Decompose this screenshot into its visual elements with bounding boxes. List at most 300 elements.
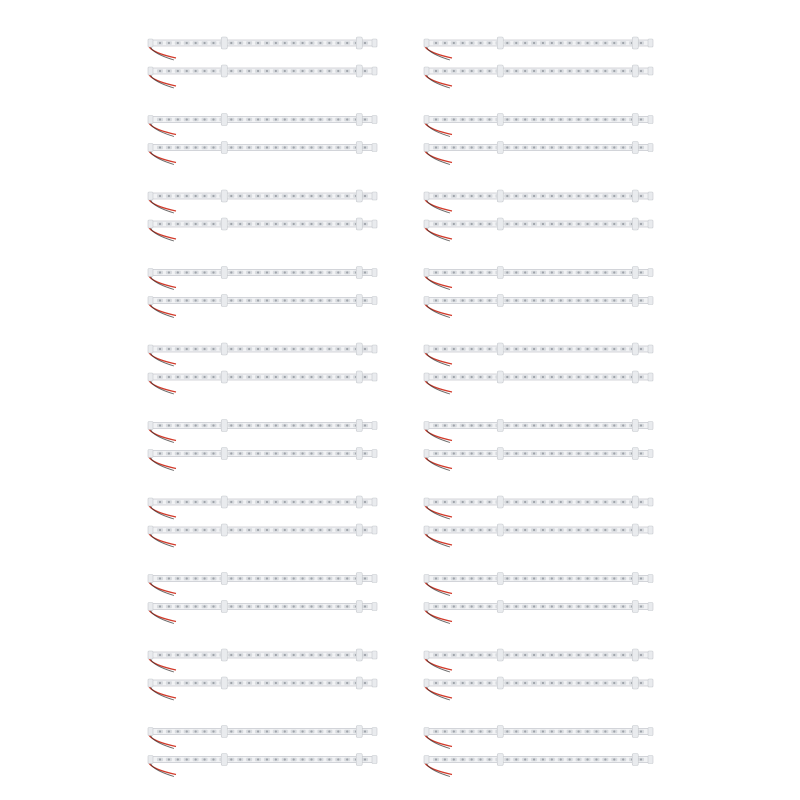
led-dot — [364, 577, 366, 579]
led-dot — [337, 758, 339, 760]
led-dot — [488, 271, 490, 273]
led-dot — [293, 452, 295, 454]
led-dot — [328, 682, 330, 684]
led-dot — [346, 758, 348, 760]
led-dot — [195, 299, 197, 301]
led-dot — [159, 195, 161, 197]
mounting-clip — [221, 343, 227, 355]
led-dot — [212, 271, 214, 273]
led-dot — [293, 376, 295, 378]
led-dot — [479, 424, 481, 426]
led-dot — [346, 529, 348, 531]
led-dot — [453, 146, 455, 148]
led-dot — [195, 376, 197, 378]
led-dot — [515, 682, 517, 684]
led-dot — [168, 424, 170, 426]
led-dot — [310, 348, 312, 350]
led-dot — [613, 452, 615, 454]
led-dot — [284, 501, 286, 503]
end-cap-left — [148, 679, 153, 687]
led-dot — [212, 501, 214, 503]
end-cap-left — [148, 450, 153, 458]
mounting-clip — [356, 343, 362, 355]
end-cap-right — [372, 498, 377, 506]
led-dot — [613, 605, 615, 607]
led-dot — [310, 70, 312, 72]
led-dot — [560, 118, 562, 120]
led-dot — [186, 348, 188, 350]
led-dot — [319, 424, 321, 426]
led-dot — [479, 42, 481, 44]
led-dot — [586, 682, 588, 684]
mounting-clip — [632, 754, 638, 766]
led-dot — [435, 376, 437, 378]
led-dot — [640, 348, 642, 350]
mounting-clip — [497, 448, 503, 460]
led-dot — [622, 195, 624, 197]
led-dot — [302, 452, 304, 454]
led-dot — [640, 146, 642, 148]
led-dot — [266, 501, 268, 503]
led-dot — [533, 577, 535, 579]
led-dot — [337, 271, 339, 273]
led-dot — [186, 42, 188, 44]
led-dot — [328, 195, 330, 197]
led-dot — [257, 758, 259, 760]
led-dot — [479, 195, 481, 197]
led-dot — [551, 195, 553, 197]
led-dot — [444, 682, 446, 684]
led-dot — [578, 118, 580, 120]
led-dot — [515, 42, 517, 44]
led-dot — [524, 348, 526, 350]
led-dot — [613, 223, 615, 225]
led-dot — [293, 70, 295, 72]
led-dot — [524, 654, 526, 656]
led-dot — [542, 758, 544, 760]
end-cap-right — [372, 651, 377, 659]
led-dot — [186, 376, 188, 378]
led-dot — [488, 118, 490, 120]
led-dot — [479, 452, 481, 454]
led-dot — [586, 730, 588, 732]
led-dot — [257, 529, 259, 531]
end-cap-left — [148, 67, 153, 75]
led-dot — [248, 195, 250, 197]
led-dot — [578, 605, 580, 607]
led-dot — [462, 195, 464, 197]
led-dot — [337, 118, 339, 120]
led-dot — [310, 654, 312, 656]
led-dot — [613, 70, 615, 72]
led-dot — [524, 424, 526, 426]
led-dot — [435, 424, 437, 426]
led-dot — [293, 758, 295, 760]
led-dot — [346, 730, 348, 732]
led-dot — [542, 577, 544, 579]
led-dot — [337, 146, 339, 148]
led-dot — [471, 118, 473, 120]
led-dot — [569, 577, 571, 579]
end-cap-right — [372, 422, 377, 430]
led-dot — [346, 501, 348, 503]
end-cap-right — [648, 651, 653, 659]
led-dot — [212, 195, 214, 197]
led-dot — [560, 271, 562, 273]
led-dot — [515, 146, 517, 148]
mounting-clip — [221, 65, 227, 77]
led-dot — [230, 118, 232, 120]
led-dot — [177, 730, 179, 732]
led-dot — [284, 70, 286, 72]
led-dot — [159, 42, 161, 44]
led-dot — [248, 577, 250, 579]
led-dot — [159, 271, 161, 273]
led-dot — [453, 348, 455, 350]
led-dot — [578, 758, 580, 760]
led-dot — [302, 195, 304, 197]
led-dot — [471, 452, 473, 454]
led-dot — [328, 271, 330, 273]
led-dot — [186, 70, 188, 72]
led-dot — [364, 730, 366, 732]
mounting-clip — [632, 114, 638, 126]
led-dot — [551, 654, 553, 656]
led-dot — [506, 424, 508, 426]
led-dot — [613, 730, 615, 732]
end-cap-left — [424, 373, 429, 381]
led-dot — [524, 146, 526, 148]
led-dot — [177, 146, 179, 148]
end-cap-right — [372, 144, 377, 152]
led-dot — [453, 682, 455, 684]
led-dot — [248, 299, 250, 301]
led-dot — [640, 529, 642, 531]
led-dot — [604, 577, 606, 579]
led-dot — [640, 376, 642, 378]
led-dot — [284, 271, 286, 273]
led-dot — [613, 654, 615, 656]
end-cap-left — [148, 39, 153, 47]
led-dot — [203, 195, 205, 197]
led-dot — [212, 605, 214, 607]
led-dot — [186, 452, 188, 454]
led-dot — [319, 682, 321, 684]
led-dot — [177, 271, 179, 273]
led-dot — [212, 654, 214, 656]
led-dot — [257, 299, 259, 301]
led-dot — [542, 376, 544, 378]
led-dot — [453, 529, 455, 531]
led-dot — [275, 501, 277, 503]
end-cap-left — [424, 603, 429, 611]
end-cap-left — [148, 498, 153, 506]
led-dot — [302, 118, 304, 120]
led-dot — [622, 605, 624, 607]
end-cap-right — [372, 67, 377, 75]
led-dot — [195, 118, 197, 120]
led-dot — [186, 223, 188, 225]
end-cap-right — [372, 269, 377, 277]
led-dot — [239, 730, 241, 732]
led-dot — [159, 730, 161, 732]
led-dot — [444, 271, 446, 273]
led-dot — [239, 452, 241, 454]
led-dot — [328, 424, 330, 426]
led-dot — [569, 195, 571, 197]
led-dot — [203, 348, 205, 350]
end-cap-left — [424, 728, 429, 736]
led-dot — [310, 424, 312, 426]
led-dot — [239, 223, 241, 225]
led-dot — [560, 348, 562, 350]
led-dot — [560, 758, 562, 760]
led-dot — [533, 376, 535, 378]
led-dot — [613, 376, 615, 378]
led-dot — [506, 730, 508, 732]
led-dot — [595, 195, 597, 197]
led-dot — [257, 70, 259, 72]
mounting-clip — [632, 267, 638, 279]
led-dot — [248, 529, 250, 531]
led-dot — [560, 730, 562, 732]
mounting-clip — [632, 190, 638, 202]
led-dot — [248, 146, 250, 148]
led-dot — [346, 118, 348, 120]
led-dot — [533, 682, 535, 684]
led-dot — [203, 70, 205, 72]
led-dot — [542, 501, 544, 503]
mounting-clip — [221, 142, 227, 154]
led-dot — [195, 654, 197, 656]
led-dot — [640, 195, 642, 197]
led-dot — [337, 730, 339, 732]
led-dot — [640, 271, 642, 273]
led-dot — [515, 654, 517, 656]
led-dot — [195, 501, 197, 503]
led-dot — [479, 146, 481, 148]
led-dot — [203, 654, 205, 656]
led-dot — [613, 348, 615, 350]
led-dot — [257, 146, 259, 148]
led-dot — [444, 529, 446, 531]
end-cap-left — [148, 345, 153, 353]
led-dot — [212, 146, 214, 148]
mounting-clip — [356, 267, 362, 279]
led-dot — [328, 70, 330, 72]
led-dot — [569, 758, 571, 760]
led-dot — [168, 195, 170, 197]
led-dot — [302, 424, 304, 426]
led-dot — [275, 452, 277, 454]
led-dot — [560, 195, 562, 197]
led-dot — [524, 223, 526, 225]
led-dot — [435, 501, 437, 503]
led-dot — [586, 758, 588, 760]
led-dot — [284, 376, 286, 378]
led-dot — [266, 730, 268, 732]
led-dot — [551, 146, 553, 148]
led-dot — [560, 223, 562, 225]
led-dot — [284, 299, 286, 301]
led-dot — [230, 195, 232, 197]
led-dot — [524, 42, 526, 44]
led-dot — [186, 577, 188, 579]
led-dot — [364, 424, 366, 426]
led-dot — [319, 42, 321, 44]
led-dot — [578, 529, 580, 531]
led-dot — [337, 195, 339, 197]
led-dot — [586, 299, 588, 301]
led-dot — [212, 452, 214, 454]
led-dot — [177, 42, 179, 44]
led-dot — [159, 118, 161, 120]
led-dot — [177, 424, 179, 426]
led-dot — [586, 271, 588, 273]
mounting-clip — [497, 295, 503, 307]
led-dot — [266, 348, 268, 350]
mounting-clip — [632, 573, 638, 585]
mounting-clip — [356, 677, 362, 689]
led-dot — [533, 70, 535, 72]
led-dot — [595, 118, 597, 120]
mounting-clip — [221, 448, 227, 460]
mounting-clip — [632, 37, 638, 49]
end-cap-right — [372, 450, 377, 458]
led-dot — [310, 730, 312, 732]
led-dot — [479, 271, 481, 273]
led-dot — [506, 146, 508, 148]
mounting-clip — [497, 601, 503, 613]
led-dot — [542, 271, 544, 273]
end-cap-right — [648, 345, 653, 353]
led-dot — [462, 529, 464, 531]
led-dot — [230, 654, 232, 656]
led-dot — [212, 42, 214, 44]
led-dot — [613, 118, 615, 120]
led-dot — [471, 605, 473, 607]
led-dot — [337, 577, 339, 579]
led-dot — [622, 654, 624, 656]
led-dot — [302, 501, 304, 503]
end-cap-right — [648, 373, 653, 381]
led-dot — [542, 195, 544, 197]
led-dot — [524, 758, 526, 760]
led-dot — [346, 577, 348, 579]
mounting-clip — [632, 65, 638, 77]
led-dot — [595, 654, 597, 656]
end-cap-right — [372, 575, 377, 583]
led-dot — [230, 299, 232, 301]
led-dot — [453, 195, 455, 197]
led-dot — [257, 223, 259, 225]
mounting-clip — [632, 448, 638, 460]
mounting-clip — [221, 726, 227, 738]
led-dot — [293, 299, 295, 301]
end-cap-right — [372, 756, 377, 764]
led-dot — [364, 452, 366, 454]
led-dot — [613, 299, 615, 301]
led-dot — [613, 758, 615, 760]
led-dot — [506, 195, 508, 197]
led-dot — [319, 146, 321, 148]
led-dot — [212, 118, 214, 120]
led-dot — [195, 758, 197, 760]
led-dot — [640, 605, 642, 607]
led-dot — [319, 223, 321, 225]
led-dot — [239, 118, 241, 120]
led-dot — [364, 42, 366, 44]
mounting-clip — [497, 420, 503, 432]
led-dot — [506, 654, 508, 656]
led-dot — [293, 529, 295, 531]
led-dot — [212, 223, 214, 225]
end-cap-left — [148, 728, 153, 736]
led-dot — [230, 730, 232, 732]
led-dot — [435, 654, 437, 656]
mounting-clip — [221, 114, 227, 126]
led-dot — [488, 223, 490, 225]
led-dot — [266, 299, 268, 301]
led-dot — [569, 424, 571, 426]
mounting-clip — [356, 114, 362, 126]
led-dot — [364, 376, 366, 378]
led-dot — [622, 376, 624, 378]
led-dot — [515, 271, 517, 273]
end-cap-left — [424, 526, 429, 534]
led-dot — [239, 501, 241, 503]
led-dot — [560, 682, 562, 684]
led-dot — [471, 348, 473, 350]
led-dot — [453, 223, 455, 225]
led-dot — [346, 605, 348, 607]
led-dot — [319, 118, 321, 120]
led-dot — [569, 452, 571, 454]
led-dot — [479, 118, 481, 120]
led-dot — [524, 730, 526, 732]
led-dot — [586, 501, 588, 503]
led-dot — [524, 70, 526, 72]
led-dot — [479, 70, 481, 72]
led-dot — [560, 577, 562, 579]
led-dot — [203, 758, 205, 760]
led-dot — [346, 42, 348, 44]
led-dot — [435, 271, 437, 273]
led-dot — [462, 223, 464, 225]
led-dot — [444, 348, 446, 350]
led-dot — [462, 271, 464, 273]
led-dot — [257, 271, 259, 273]
mounting-clip — [497, 524, 503, 536]
led-dot — [622, 42, 624, 44]
led-dot — [266, 70, 268, 72]
led-dot — [302, 758, 304, 760]
led-dot — [622, 223, 624, 225]
led-dot — [159, 452, 161, 454]
led-dot — [257, 118, 259, 120]
led-dot — [266, 271, 268, 273]
end-cap-left — [148, 603, 153, 611]
led-dot — [506, 271, 508, 273]
led-dot — [319, 577, 321, 579]
led-dot — [195, 424, 197, 426]
led-dot — [595, 682, 597, 684]
led-dot — [453, 424, 455, 426]
led-dot — [479, 501, 481, 503]
led-dot — [177, 348, 179, 350]
end-cap-right — [648, 498, 653, 506]
led-dot — [248, 730, 250, 732]
